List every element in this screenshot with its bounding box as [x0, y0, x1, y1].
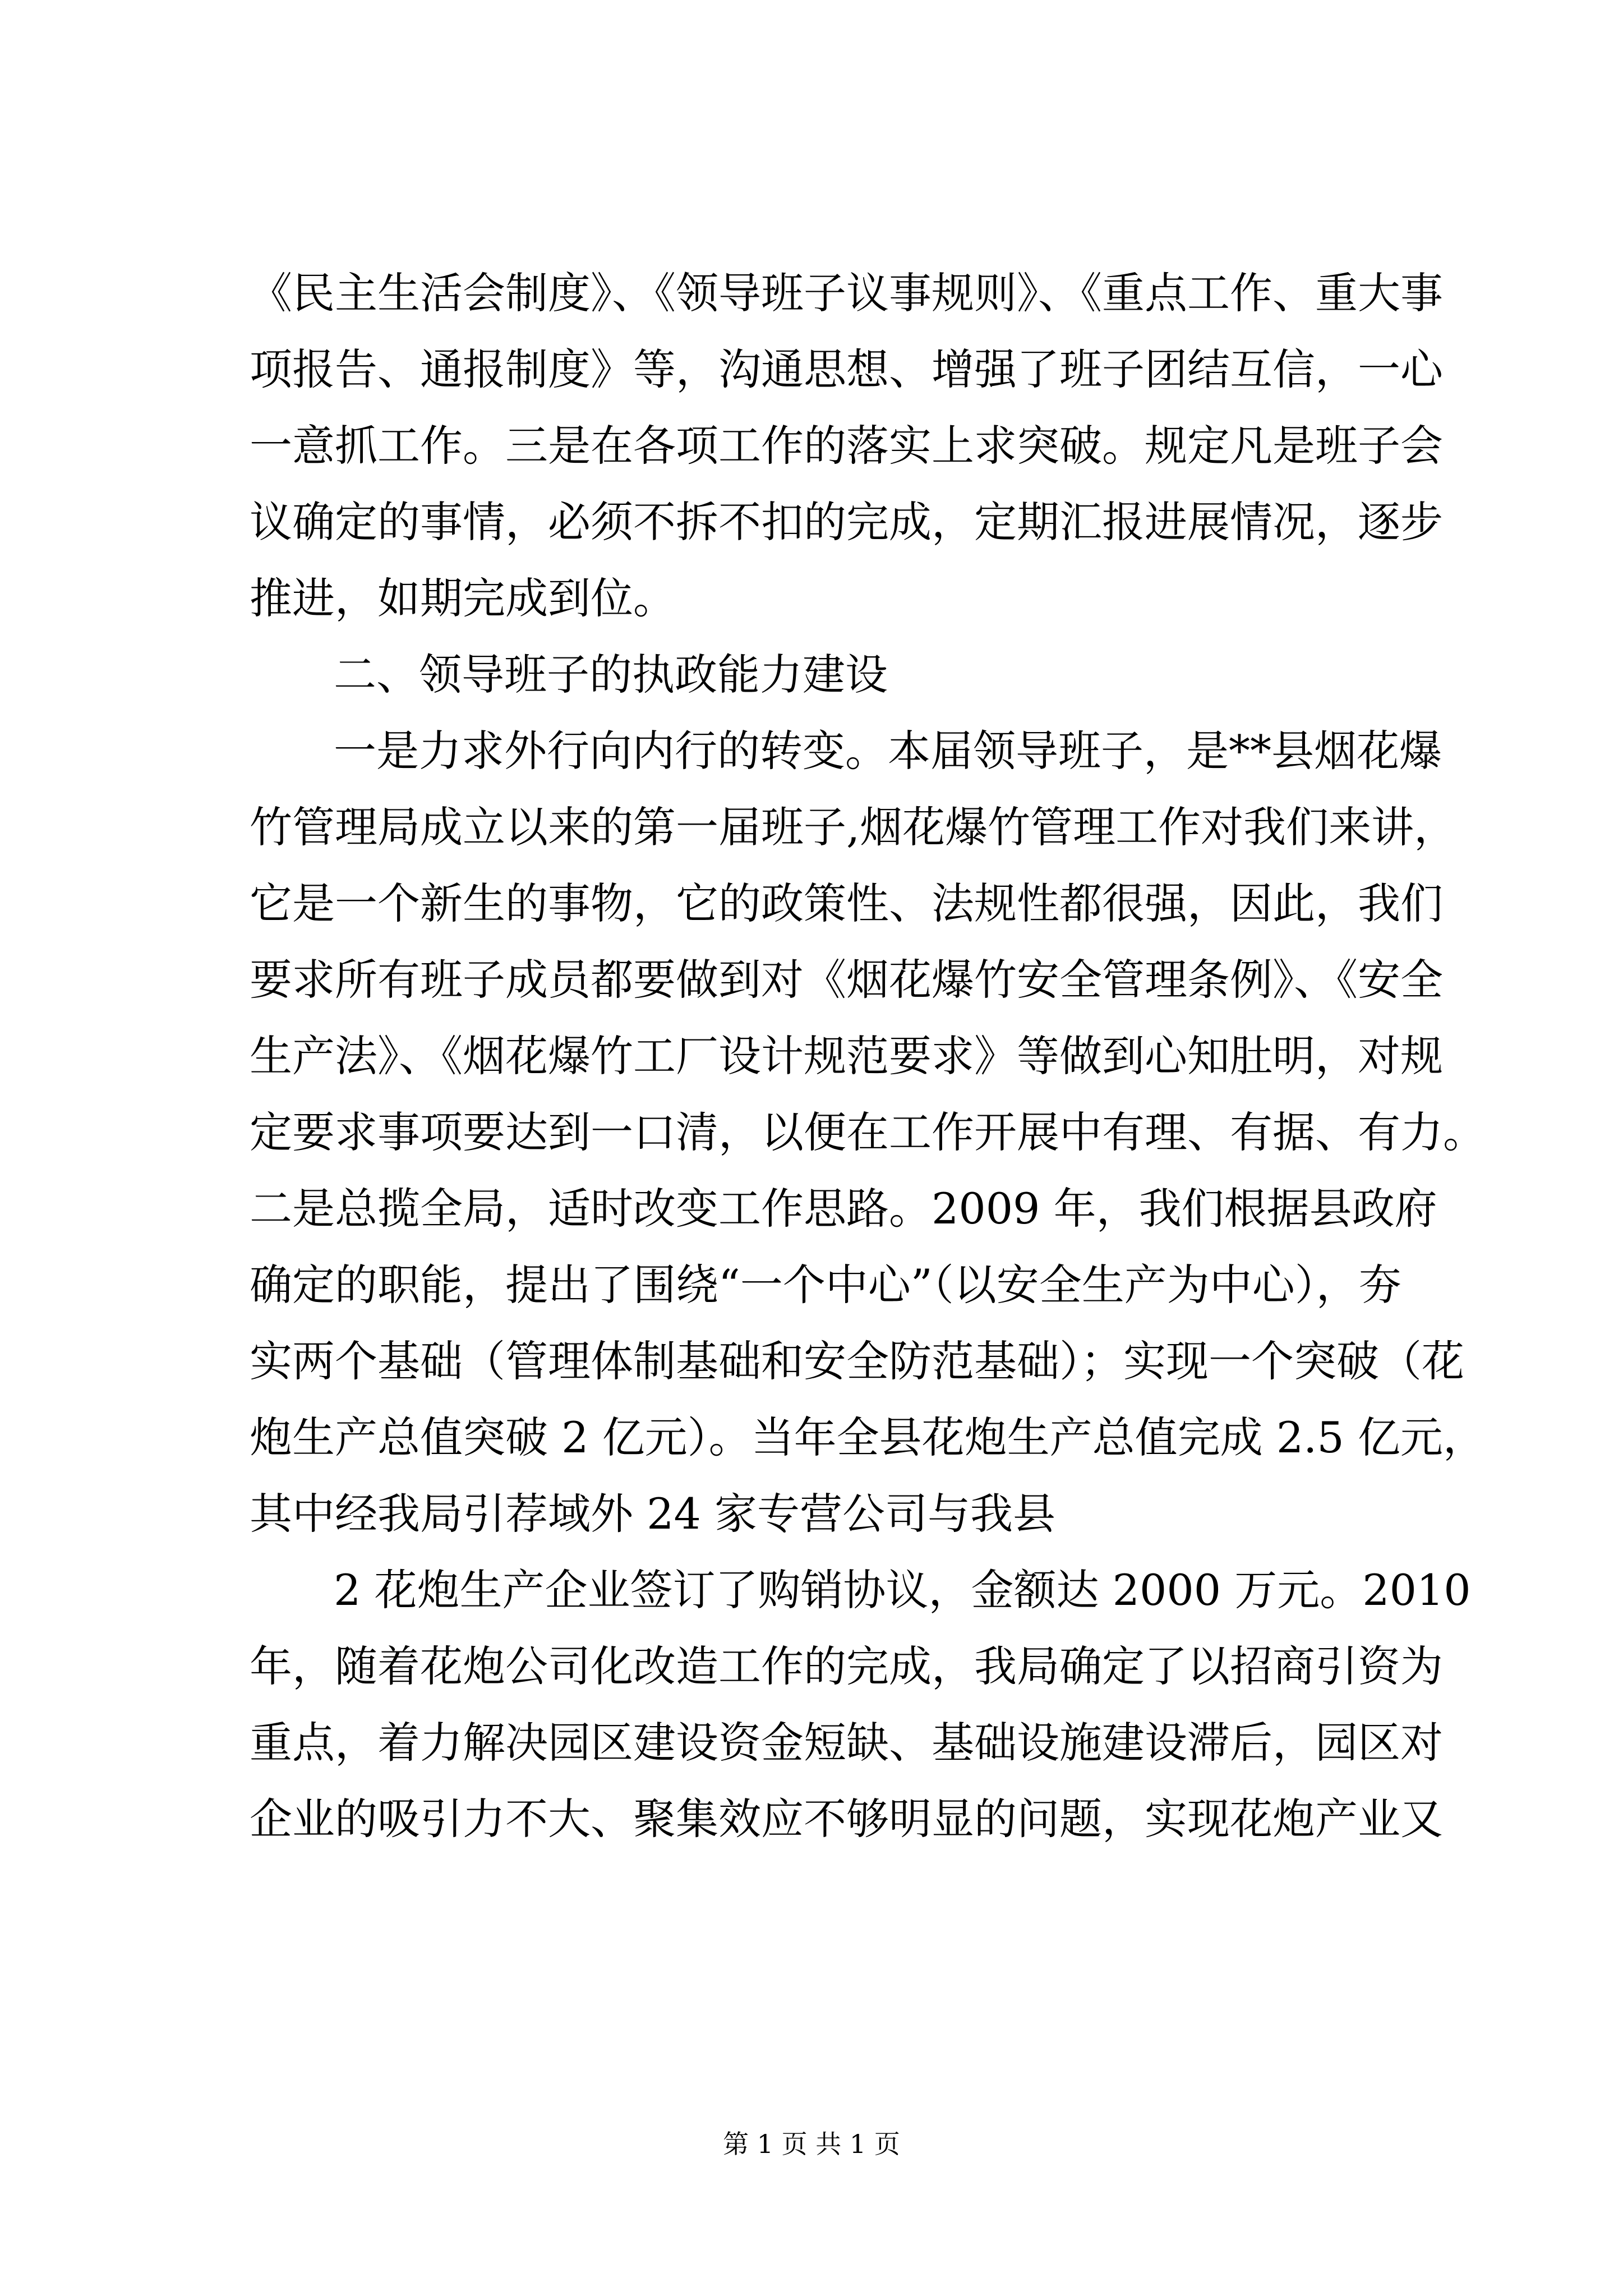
document-body: [250, 255, 1486, 1857]
text-line: 它是一个新生的事物，它的政策性、法规性都很强，因此，我们: [250, 878, 1443, 928]
text-line: 《民主生活会制度》、《领导班子议事规则》、《重点工作、重大事: [250, 268, 1443, 318]
text-line: 生产法》、《烟花爆竹工厂设计规范要求》等做到心知肚明，对规: [250, 1031, 1443, 1081]
text-line: 年，随着花炮公司化改造工作的完成，我局确定了以招商引资为: [250, 1641, 1443, 1691]
text-line: 一意抓工作。三是在各项工作的落实上求突破。规定凡是班子会: [250, 421, 1443, 471]
text-line: 推进，如期完成到位。: [250, 573, 676, 623]
text-line: 企业的吸引力不大、聚集效应不够明显的问题，实现花炮产业又: [250, 1794, 1443, 1844]
text-line: 一是力求外行向内行的转变。本届领导班子，是**县烟花爆: [334, 726, 1442, 776]
text-line: 实两个基础（管理体制基础和安全防范基础）；实现一个突破（花: [250, 1336, 1464, 1386]
page-number-label: 第 1 页 共 1 页: [723, 2129, 900, 2159]
text-line: 2 花炮生产企业签订了购销协议，金额达 2000 万元。2010: [334, 1565, 1471, 1615]
text-line: 确定的职能，提出了围绕“一个中心”（以安全生产为中心），夯: [250, 1260, 1401, 1310]
text-line: 二是总揽全局，适时改变工作思路。2009 年，我们根据县政府: [250, 1184, 1437, 1234]
text-line: 定要求事项要达到一口清，以便在工作开展中有理、有据、有力。: [250, 1107, 1486, 1157]
text-line: 其中经我局引荐域外 24 家专营公司与我县: [250, 1489, 1056, 1539]
text-line: 竹管理局成立以来的第一届班子,烟花爆竹管理工作对我们来讲，: [250, 802, 1457, 852]
text-line: 项报告、通报制度》等，沟通思想、增强了班子团结互信，一心: [250, 344, 1443, 394]
text-line: 炮生产总值突破 2 亿元）。当年全县花炮生产总值完成 2.5 亿元，: [250, 1412, 1486, 1462]
page-footer: [0, 2127, 1623, 2161]
text-line: 重点，着力解决园区建设资金短缺、基础设施建设滞后，园区对: [250, 1718, 1443, 1768]
text-line: 要求所有班子成员都要做到对《烟花爆竹安全管理条例》、《安全: [250, 955, 1443, 1005]
section-heading: 二、领导班子的执政能力建设: [334, 650, 888, 700]
text-line: 议确定的事情，必须不拆不扣的完成，定期汇报进展情况，逐步: [250, 497, 1443, 547]
